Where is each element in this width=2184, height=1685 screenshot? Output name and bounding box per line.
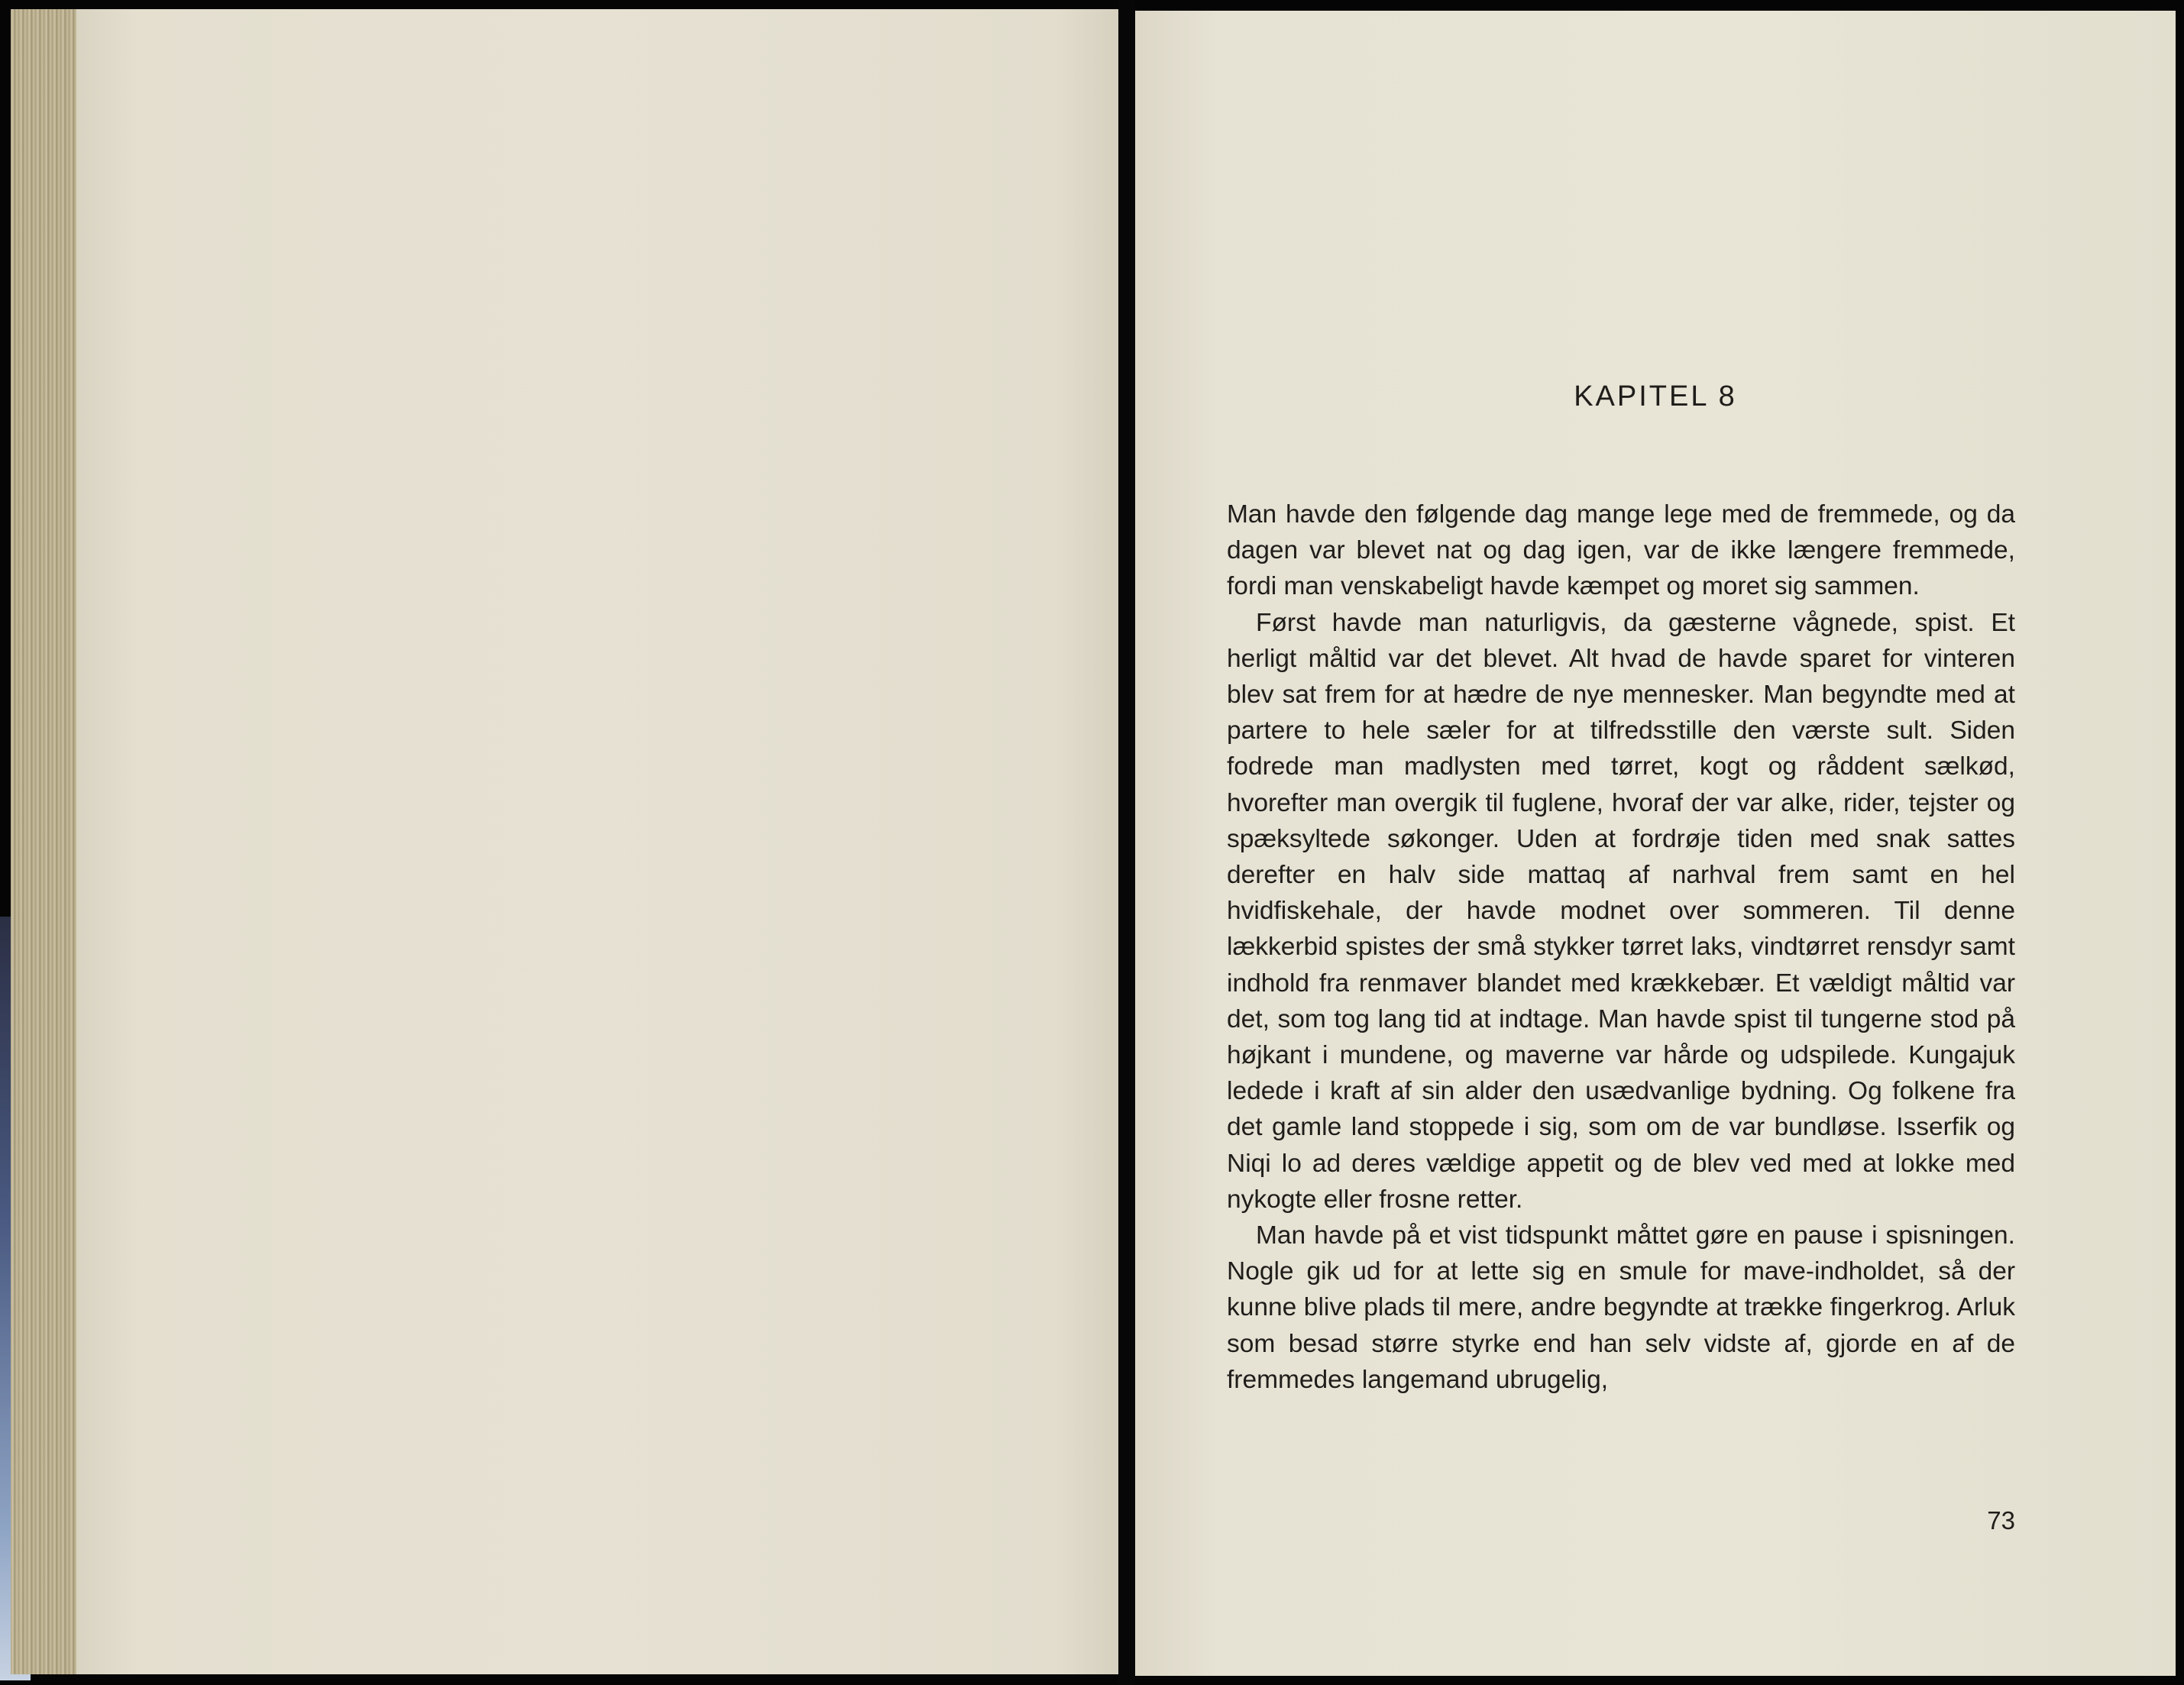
chapter-title: KAPITEL 8 [1574,380,1737,412]
right-page [1135,11,2176,1676]
body-text [1227,496,2015,1398]
book-page-edges [11,9,76,1674]
left-page-blank [76,9,1118,1674]
paragraph-1: Man havde den følgende dag mange lege med de fremmede, og da dagen var blevet nat og dag igen, var de ikke længere fremmede, fordi man venskabeligt havde kæmpet og moret sig sammen. [1227,500,2015,601]
paragraph-2: Først havde man naturligvis, da gæsterne vågnede, spist. Et herligt måltid var det blevet. Alt hvad de havde sparet for vinteren blev sat frem for at hædre de nye mennesker. Man begyndte med at partere to hele sæler for at tilfredsstille den værste sult. Siden fodrede man madlysten med tørret, kogt og råddent sælkød, hvorefter man overgik til fuglene, hvoraf der var alke, rider, tejster og spæksyltede søkonger. Uden at fordrøje tiden med snak sattes derefter en halv side mattaq af narhval frem samt en hel hvidfiskehale, der havde modnet over sommeren. Til denne lækkerbid spistes der små stykker tørret laks, vindtørret rensdyr samt indhold fra renmaver blandet med krækkebær. Et vældigt måltid var det, som tog lang tid at indtage. Man havde spist til tungerne stod på højkant i mundene, og maverne var hårde og udspilede. Kungajuk ledede i kraft af sin alder den usædvanlige bydning. Og folkene fra det gamle land stoppede i sig, som om de var bundløse. Isserfik og Niqi lo ad deres vældige appetit og de blev ved med at lokke med nykogte eller frosne retter. [1227,608,2015,1214]
page-number: 73 [1987,1506,2015,1535]
paragraph-3: Man havde på et vist tidspunkt måttet gøre en pause i spisningen. Nogle gik ud for at lette sig en smule for mave-indholdet, så der kunne blive plads til mere, andre begyndte at trække fingerkrog. Arluk som besad større styrke end han selv vidste af, gjorde en af de fremmedes langemand ubrugelig, [1227,1221,2015,1394]
book-gutter [1118,0,1135,1685]
